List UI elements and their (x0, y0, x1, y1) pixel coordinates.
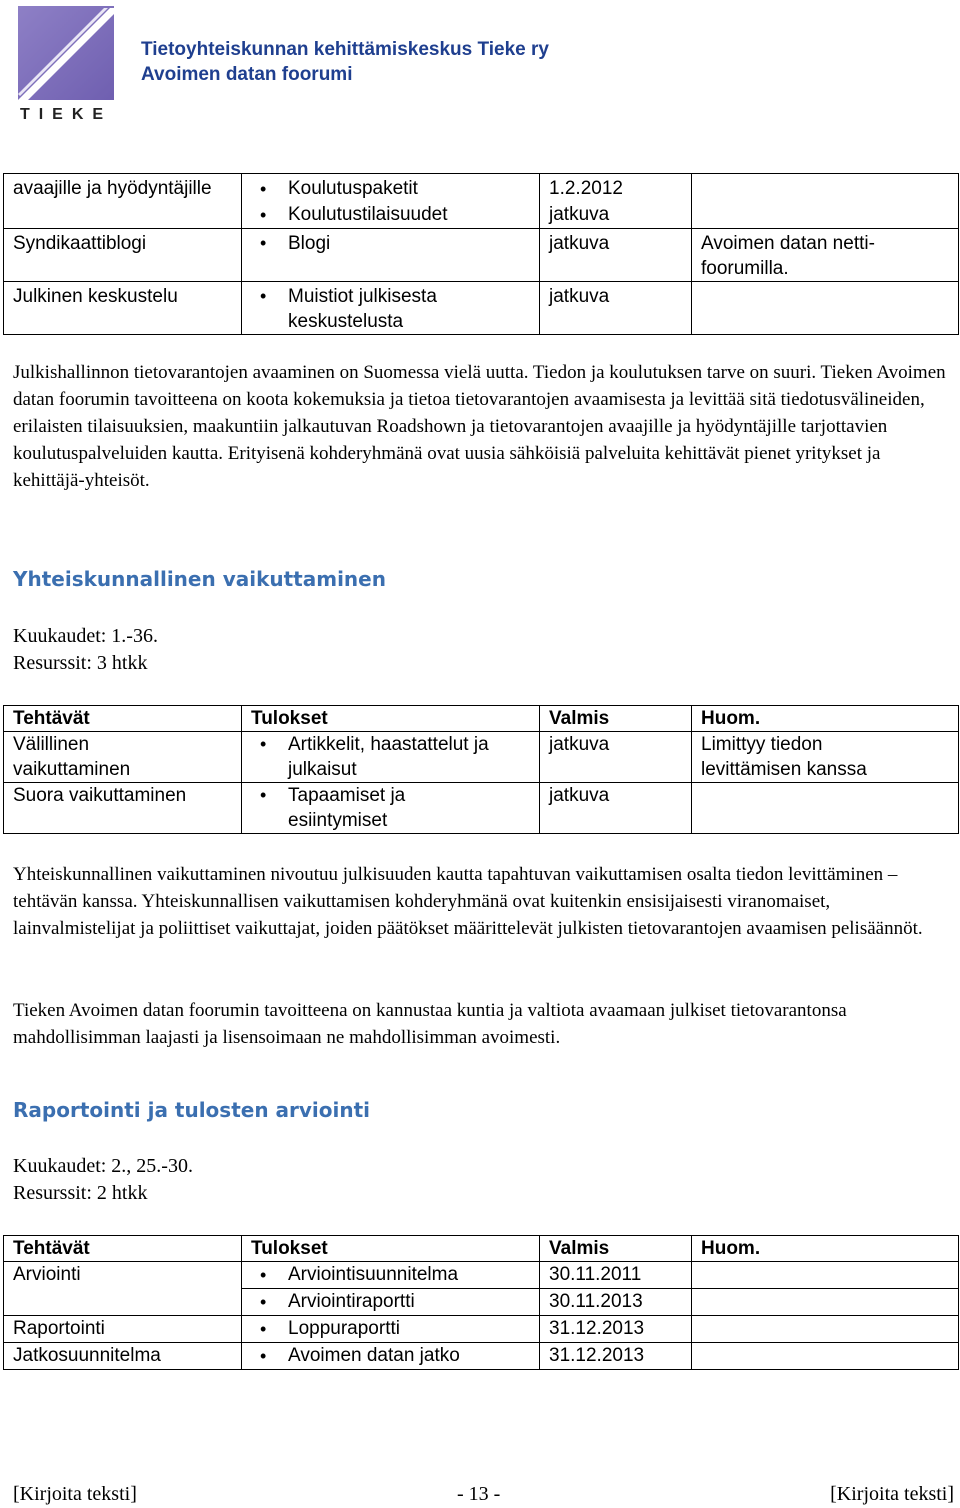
note-cell (692, 174, 959, 229)
result-list (251, 1316, 539, 1342)
months-text: Kuukaudet: 1.-36. (13, 625, 158, 647)
note-cell (692, 1262, 959, 1289)
list-item: • Loppuraportti (251, 1316, 539, 1342)
column-header: Valmis (540, 1236, 692, 1262)
table-row (4, 783, 959, 834)
resources-text: Resurssit: 2 htkk (13, 1182, 148, 1204)
note-cell (692, 282, 959, 335)
status-value: 31.12.2013 (540, 1316, 692, 1343)
table-row (4, 1316, 959, 1343)
status-value: jatkuva (540, 732, 692, 783)
list-item: • Blogi (251, 231, 539, 256)
column-header: Huom. (692, 1236, 959, 1262)
intro-paragraph: Julkishallinnon tietovarantojen avaaminen on Suomessa vielä uutta. Tiedon ja koulutuksen tarve on suuri. Tieken Avoimen datan foorumin tavoitteena on koota kokemuksia ja tietoa tietovarantojen avaamisesta ja levittää sitä tiedotusvälineiden, erilaisten tilaisuuksien, maakuntiin jalkautuvan Roadshown ja tietovarantojen avaajille ja hyödyntäjille tarjottavien koulutuspalveluiden kautta. Erityisenä kohderyhmänä ovat uusia sähköisiä palveluita kehittävät pienet yritykset ja kehittäjä-yhteisöt. (13, 362, 946, 491)
list-item: • Muistiot julkisesta keskustelusta (251, 284, 539, 334)
status-value: 1.2.2012 (549, 178, 623, 199)
section2-table (3, 1235, 959, 1370)
list-item: • Tapaamiset ja esiintymiset (251, 783, 539, 833)
status-value: 30.11.2013 (540, 1289, 692, 1316)
task-cell: Julkinen keskustelu (4, 282, 242, 335)
table-row (4, 1343, 959, 1370)
page-number: - 13 - (457, 1483, 501, 1505)
result-list (251, 176, 539, 228)
status-value: 31.12.2013 (540, 1343, 692, 1370)
top-table (3, 173, 959, 335)
footer-right: [Kirjoita teksti] (830, 1483, 954, 1505)
task-cell: Suora vaikuttaminen (4, 783, 242, 834)
column-header: Tehtävät (4, 706, 242, 732)
section1-table (3, 705, 959, 834)
status-value: jatkuva (540, 229, 692, 282)
org-name: Tietoyhteiskunnan kehittämiskeskus Tieke ry (141, 39, 549, 60)
months-text: Kuukaudet: 2., 25.-30. (13, 1155, 193, 1177)
note-cell (692, 1343, 959, 1370)
column-header: Tulokset (242, 1236, 540, 1262)
org-header (141, 37, 549, 87)
table-header-row (4, 706, 959, 732)
task-cell: Jatkosuunnitelma (4, 1343, 242, 1370)
task-cell (4, 1289, 242, 1316)
table-header-row (4, 1236, 959, 1262)
org-subtitle: Avoimen datan foorumi (141, 64, 353, 85)
status-value: 30.11.2011 (540, 1262, 692, 1289)
result-list (251, 1289, 539, 1315)
section1-paragraph: Yhteiskunnallinen vaikuttaminen nivoutuu julkisuuden kautta tapahtuvan vaikuttamisen osalta tiedon levittäminen –tehtävän kanssa. Yhteiskunnallisen vaikuttamisen kohderyhmänä ovat kuitenkin ensisijaisesti viranomaiset, lainvalmistelijat ja poliittiset vaikuttajat, joiden päätökset määrittelevät julkisten tietovarantojen avaamisen pelisäännöt. (13, 864, 923, 939)
column-header: Tulokset (242, 706, 540, 732)
list-item: • Koulutuspaketit (251, 176, 539, 202)
task-cell: avaajille ja hyödyntäjille (4, 174, 242, 229)
table-row (4, 229, 959, 282)
list-item: • Koulutustilaisuudet (251, 202, 539, 228)
column-header: Huom. (692, 706, 959, 732)
table-row (4, 174, 959, 229)
note-cell: Avoimen datan netti-foorumilla. (692, 229, 959, 282)
task-cell: Raportointi (4, 1316, 242, 1343)
list-item: • Arviointisuunnitelma (251, 1262, 539, 1288)
note-cell: Limittyy tiedon levittämisen kanssa (692, 732, 959, 783)
list-item: • Artikkelit, haastattelut ja julkaisut (251, 732, 539, 782)
note-cell (692, 783, 959, 834)
resources-text: Resurssit: 3 htkk (13, 652, 148, 674)
tieke-logo (14, 4, 118, 122)
column-header: Valmis (540, 706, 692, 732)
section-heading: Raportointi ja tulosten arviointi (13, 1098, 371, 1122)
footer-left: [Kirjoita teksti] (13, 1483, 137, 1505)
result-list (251, 732, 539, 782)
table-row (4, 732, 959, 783)
status-value: jatkuva (540, 282, 692, 335)
result-list (251, 231, 539, 256)
task-cell: Arviointi (4, 1262, 242, 1289)
result-list (251, 783, 539, 833)
note-cell (692, 1289, 959, 1316)
result-list (251, 1343, 539, 1369)
result-list (251, 284, 539, 334)
result-list (251, 1262, 539, 1288)
note-cell (692, 1316, 959, 1343)
table-row (4, 1289, 959, 1316)
status-value: jatkuva (549, 204, 610, 225)
section1-paragraph: Tieken Avoimen datan foorumin tavoitteena on kannustaa kuntia ja valtiota avaamaan julkiset tietovarantonsa mahdollisimman laajasti ja lisensoimaan ne mahdollisimman avoimesti. (13, 1000, 847, 1048)
list-item: • Arviointiraportti (251, 1289, 539, 1315)
table-row (4, 282, 959, 335)
task-cell: Välillinen vaikuttaminen (4, 732, 242, 783)
logo-text: TIEKE (19, 106, 113, 122)
list-item: • Avoimen datan jatko (251, 1343, 539, 1369)
task-cell: Syndikaattiblogi (4, 229, 242, 282)
column-header: Tehtävät (4, 1236, 242, 1262)
table-row (4, 1262, 959, 1289)
status-value: jatkuva (540, 783, 692, 834)
section-heading: Yhteiskunnallinen vaikuttaminen (13, 567, 386, 591)
